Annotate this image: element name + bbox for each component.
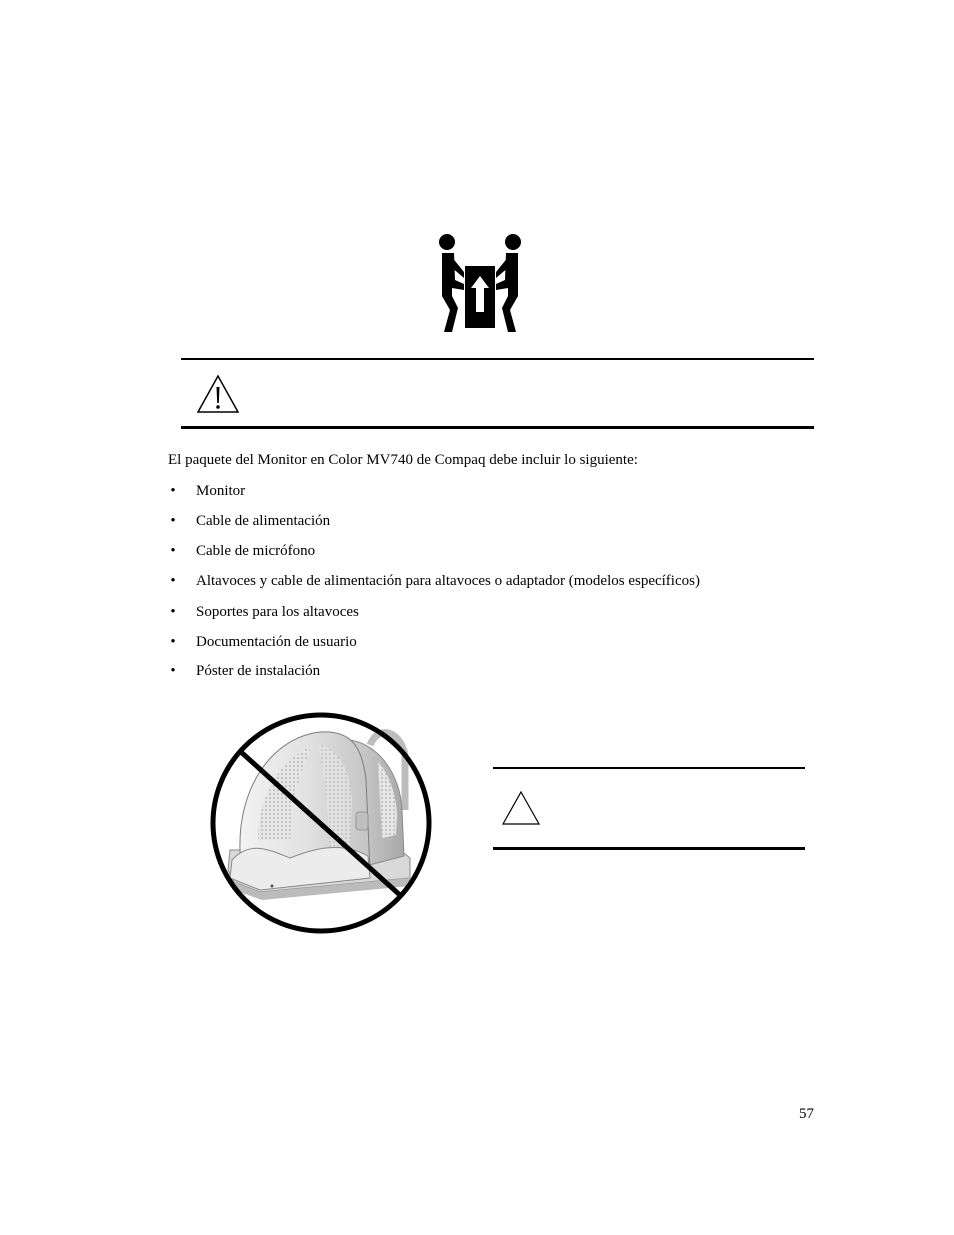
caution-top-rule bbox=[493, 767, 805, 769]
monitor-icon bbox=[228, 732, 410, 900]
list-bullet: • bbox=[170, 483, 176, 499]
package-intro: El paquete del Monitor en Color MV740 de Compaq debe incluir lo siguiente: bbox=[168, 452, 638, 468]
warning-top-rule bbox=[181, 358, 814, 360]
caution-triangle-icon bbox=[500, 789, 542, 827]
list-bullet: • bbox=[170, 573, 176, 589]
page-number: 57 bbox=[799, 1106, 814, 1122]
warning-bottom-rule bbox=[181, 426, 814, 429]
monitor-prohibited-illustration bbox=[200, 700, 445, 940]
list-bullet: • bbox=[170, 663, 176, 679]
list-bullet: • bbox=[170, 513, 176, 529]
two-person-lift-icon bbox=[438, 232, 522, 336]
caution-bottom-rule bbox=[493, 847, 805, 850]
list-bullet: • bbox=[170, 543, 176, 559]
list-bullet: • bbox=[170, 604, 176, 620]
list-bullet: • bbox=[170, 634, 176, 650]
warning-triangle-icon bbox=[195, 373, 241, 415]
